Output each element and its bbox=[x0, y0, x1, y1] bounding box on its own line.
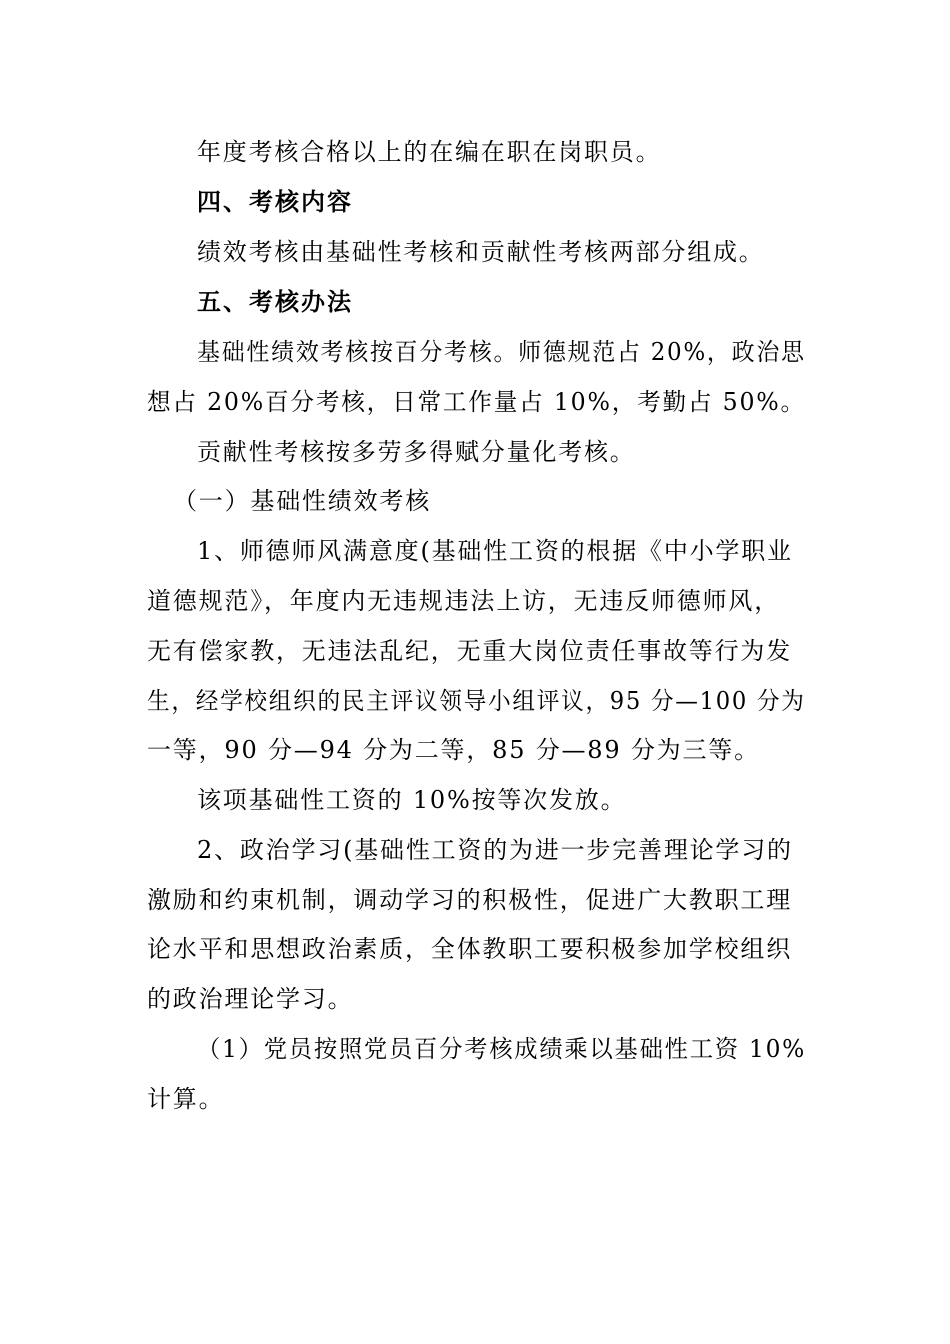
paragraph-line: 一等，90 分—94 分为二等，85 分—89 分为三等。 bbox=[147, 736, 760, 764]
section-heading-4: 四、考核内容 bbox=[197, 187, 353, 216]
paragraph-line: 绩效考核由基础性考核和贡献性考核两部分组成。 bbox=[197, 238, 765, 266]
paragraph-line: 基础性绩效考核按百分考核。师德规范占 20%，政治思 bbox=[197, 338, 806, 366]
section-heading-5: 五、考核办法 bbox=[197, 287, 353, 316]
paragraph-line: 1、师德师风满意度(基础性工资的根据《中小学职业 bbox=[197, 537, 793, 565]
paragraph-line: 2、政治学习(基础性工资的为进一步完善理论学习的 bbox=[197, 836, 793, 864]
paragraph-line: 无有偿家教，无违法乱纪，无重大岗位责任事故等行为发 bbox=[147, 637, 792, 665]
paragraph-line: 道德规范》，年度内无违规违法上访，无违反师德师风， bbox=[147, 587, 780, 615]
paragraph-line: 计算。 bbox=[147, 1085, 225, 1113]
paragraph-line: 贡献性考核按多劳多得赋分量化考核。 bbox=[197, 438, 636, 466]
paragraph-line: 年度考核合格以上的在编在职在岗职员。 bbox=[197, 138, 662, 166]
paragraph-line: 激励和约束机制，调动学习的积极性，促进广大教职工理 bbox=[147, 886, 792, 914]
paragraph-line: 论水平和思想政治素质，全体教职工要积极参加学校组织 bbox=[147, 935, 792, 963]
paragraph-line: 生，经学校组织的民主评议领导小组评议，95 分—100 分为 bbox=[147, 687, 806, 715]
subsection-heading: （一）基础性绩效考核 bbox=[173, 487, 431, 515]
paragraph-line: 该项基础性工资的 10%按等次发放。 bbox=[197, 786, 627, 814]
paragraph-line: （1）党员按照党员百分考核成绩乘以基础性工资 10% bbox=[197, 1035, 807, 1063]
paragraph-line: 的政治理论学习。 bbox=[147, 985, 354, 1013]
paragraph-line: 想占 20%百分考核，日常工作量占 10%，考勤占 50%。 bbox=[147, 388, 806, 416]
